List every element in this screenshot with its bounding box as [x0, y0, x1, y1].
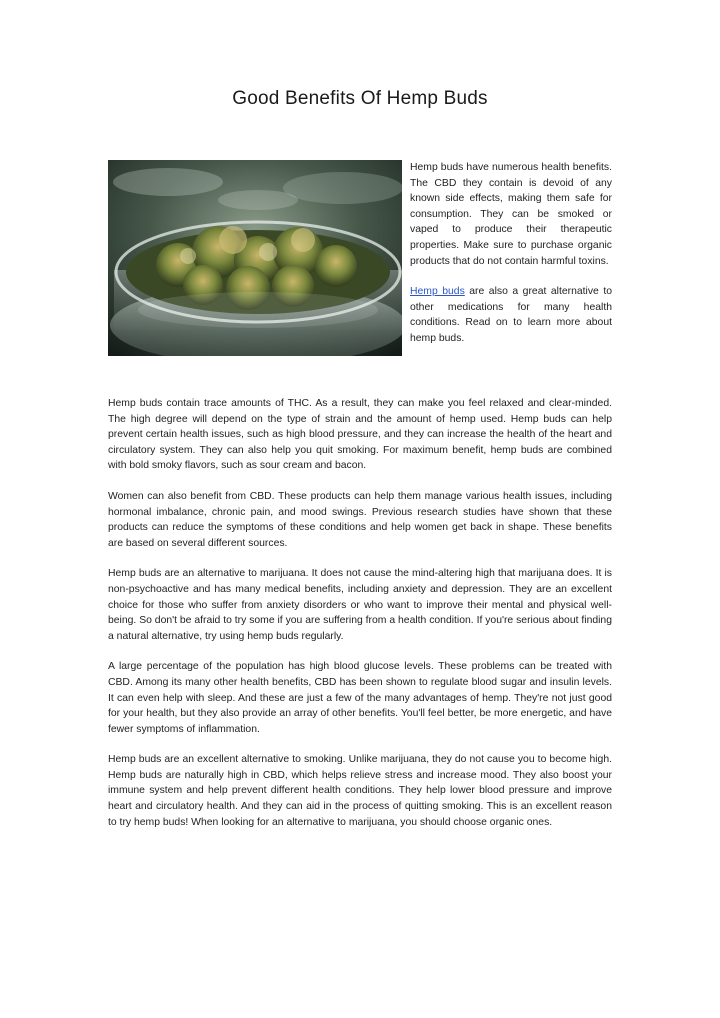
intro-section: [108, 160, 612, 362]
paragraph-blood-glucose: A large percentage of the population has high blood glucose levels. These problems can be treated with CBD. Among its many other health benefits, CBD has been shown to regulate blood sugar and insulin levels. It can even help with sleep. And these are just a few of the many advantages of hemp. They're not just good for your health, but they also provide an array of other benefits. You'll feel better, be more energetic, and have fewer symptoms of inflammation.: [108, 661, 612, 735]
paragraph-smoking-alternative: Hemp buds are an excellent alternative to smoking. Unlike marijuana, they do not cause you to become high. Hemp buds are naturally high in CBD, which helps relieve stress and increase mood. They also boost your immune system and help prevent different health conditions. They help lower blood pressure and improve heart and circulatory health. And they can aid in the process of quitting smoking. This is an excellent reason to try hemp buds! When looking for an alternative to marijuana, you should choose organic ones.: [108, 754, 612, 828]
intro-paragraph-2-text: are also a great alternative to other medications for many health conditions. Read on to learn more about hemp buds.: [410, 286, 612, 344]
paragraph-women: Women can also benefit from CBD. These products can help them manage various health issues, including hormonal imbalance, chronic pain, and mood swings. Previous research studies have shown that these products can reduce the symptoms of these conditions and help women get back in shape. These benefits are based on several different sources.: [108, 490, 612, 549]
article-body: [108, 396, 612, 845]
paragraph-marijuana-alternative: Hemp buds are an alternative to marijuana. It does not cause the mind-altering high that marijuana does. It is non-psychoactive and has many medical benefits, including anxiety and depression. They are an excellent choice for those who suffer from anxiety disorders or who want to improve their mental and physical well-being. So don't be afraid to try some if you are suffering from a health condition. If you're serious about finding a natural alternative, try using hemp buds regularly.: [108, 568, 612, 642]
hemp-buds-photo: [108, 160, 402, 356]
hemp-buds-link[interactable]: Hemp buds: [410, 286, 465, 298]
intro-paragraph-1: Hemp buds have numerous health benefits. The CBD they contain is devoid of any known side effects, making them safe for consumption. They can be smoked or vaped to produce their therapeutic properties. Make sure to purchase organic products that do not contain harmful toxins.: [410, 162, 612, 267]
photo-icon: [108, 160, 402, 356]
page-title: Good Benefits Of Hemp Buds: [232, 88, 488, 109]
paragraph-thc: Hemp buds contain trace amounts of THC. As a result, they can make you feel relaxed and clear-minded. The high degree will depend on the type of strain and the amount of hemp used. Hemp buds can help prevent certain health issues, such as high blood pressure, and they can increase the health of the heart and circulatory system. They can also help you quit smoking. For maximum benefit, hemp buds are combined with bold smoky flavors, such as sour cream and bacon.: [108, 398, 612, 472]
